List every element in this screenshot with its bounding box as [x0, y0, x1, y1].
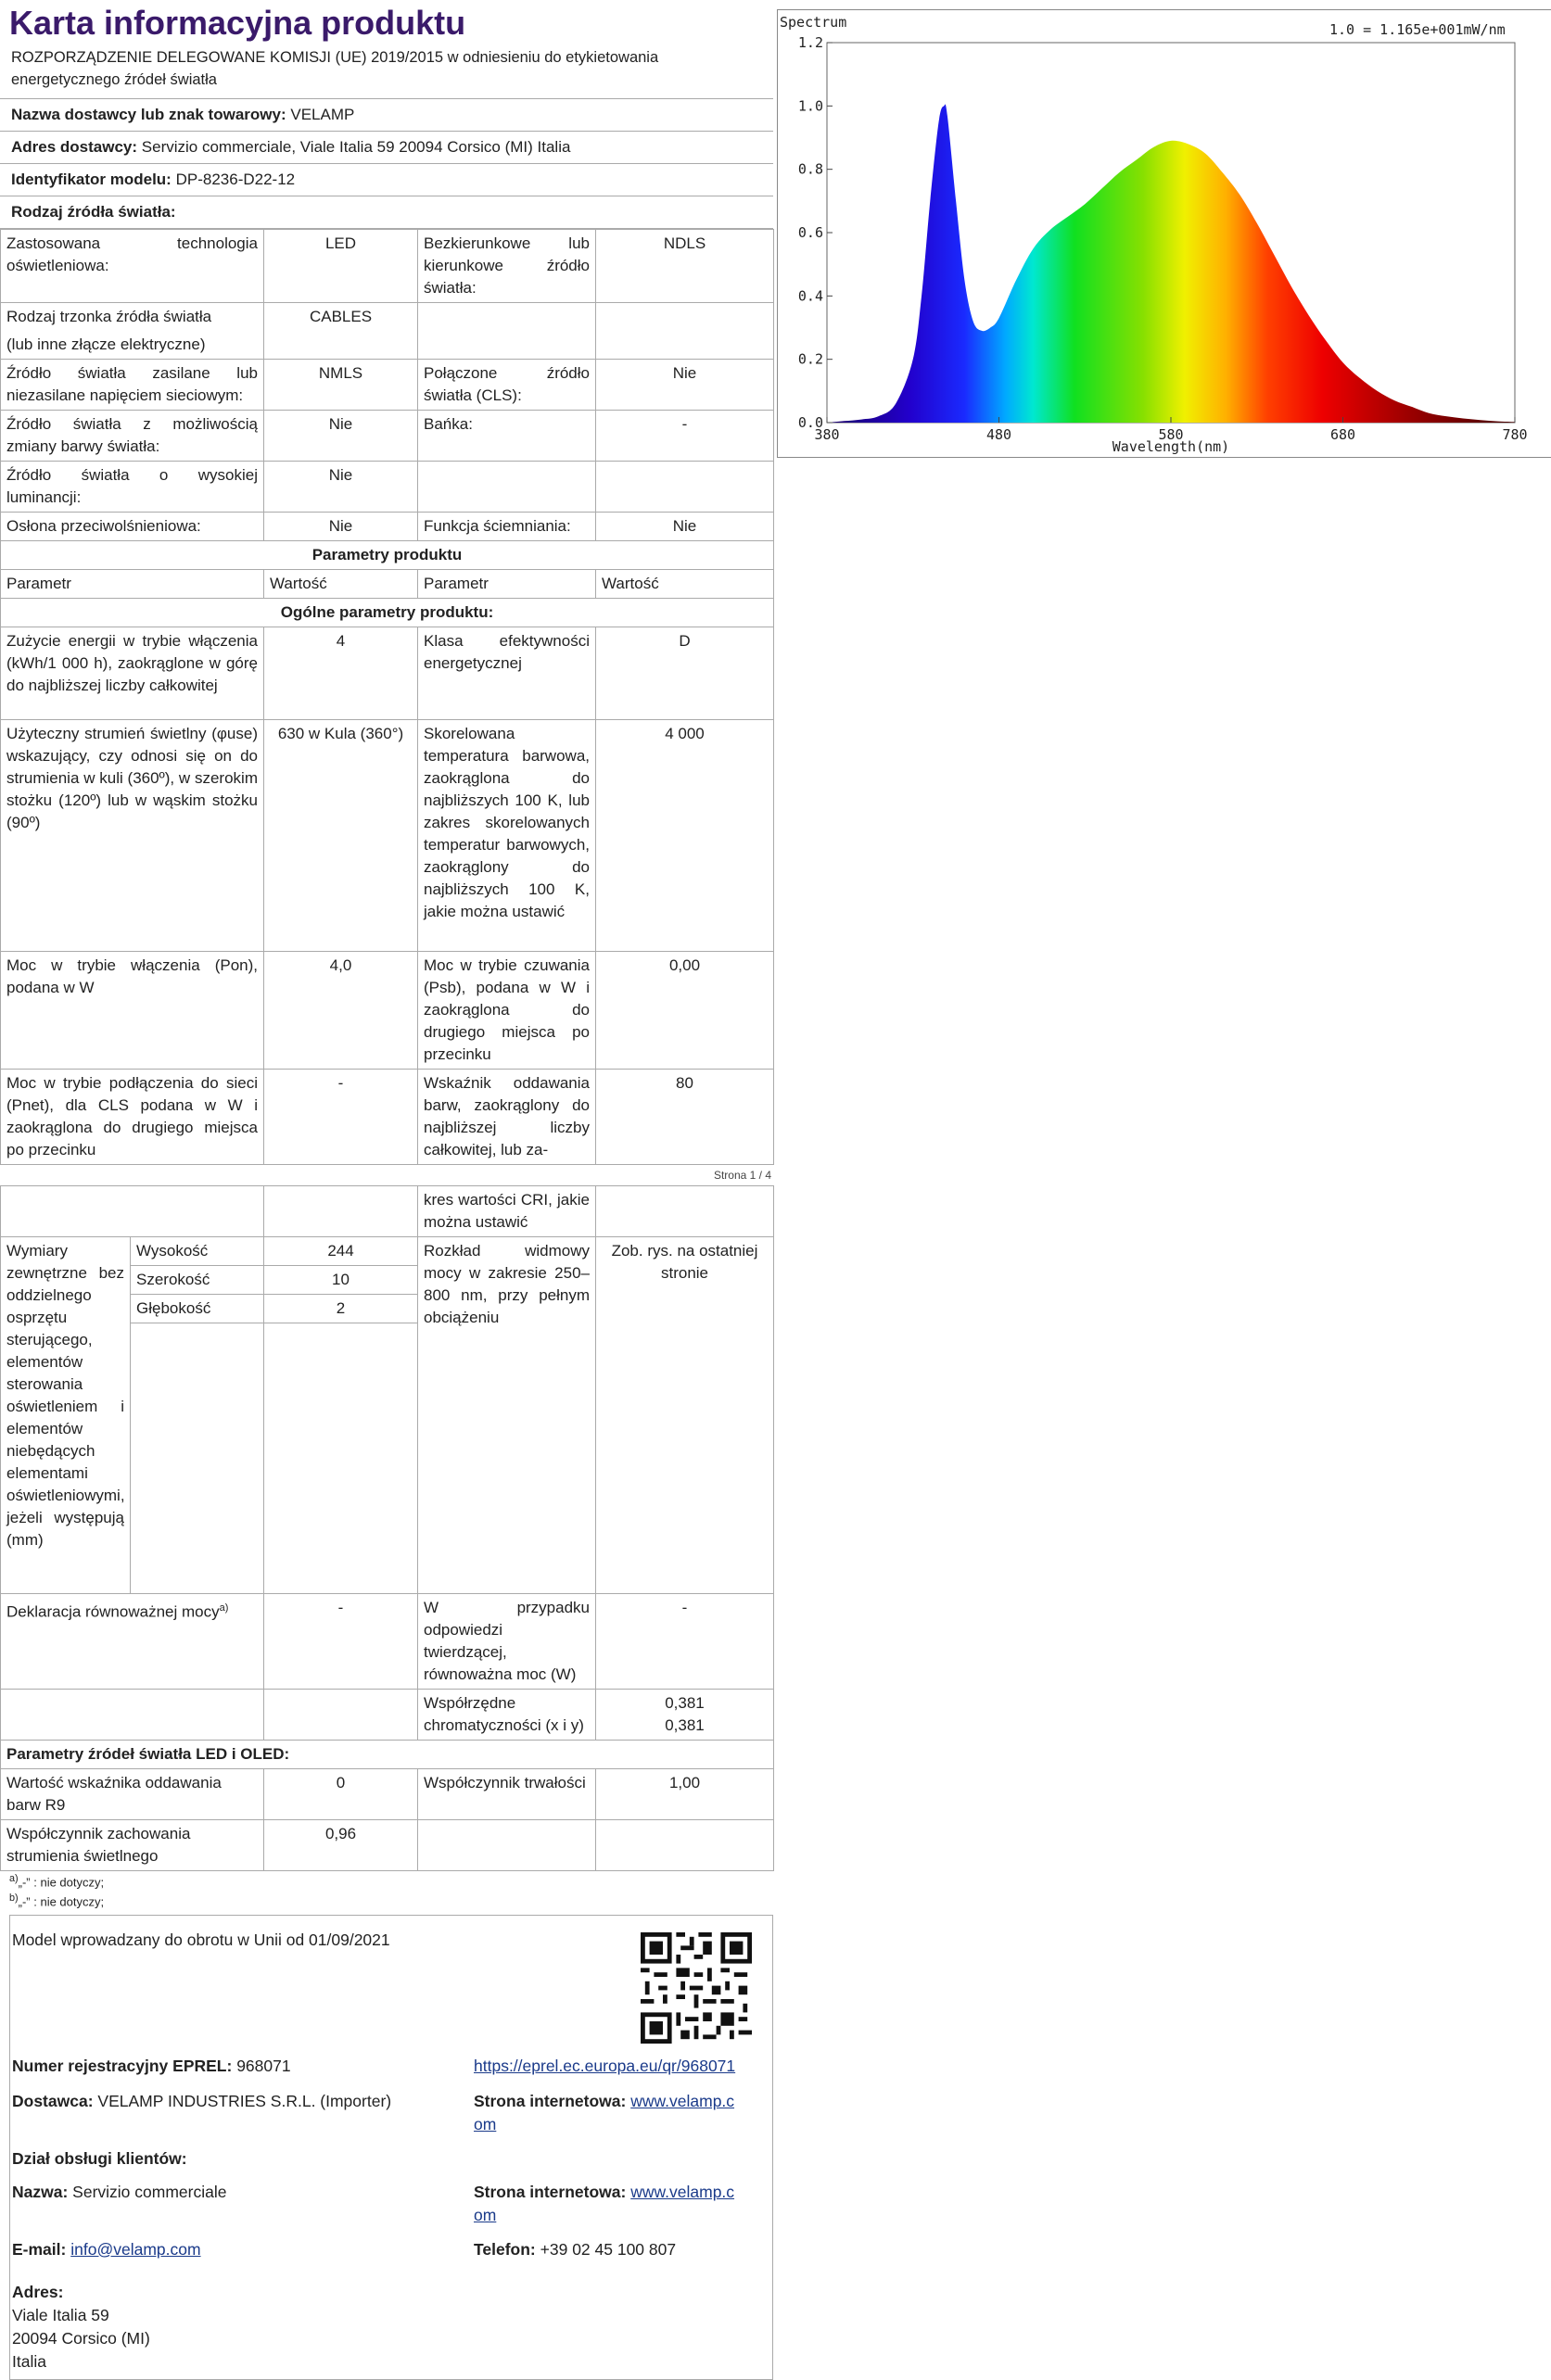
- y-tick-label: 0.6: [797, 224, 823, 241]
- footnote-b: $^{b)}$„-” : nie dotyczy;: [9, 1893, 105, 1909]
- table-row: Moc w trybie podłączenia do sieci (Pnet), dla CLS podana w W i zaokrąglona do drugiego miejsca po przecinku - Wskaźnik oddawania barw, zaokrąglony do najbliższej liczby całkowitej, lub za- 80: [1, 1070, 774, 1165]
- chart-title: Spectrum: [780, 14, 847, 31]
- y-tick-label: 0.8: [797, 160, 823, 178]
- y-tick-label: 0.2: [797, 350, 823, 368]
- dimensions-table: [0, 1185, 774, 1871]
- footnote-a: $^{a)}$„-” : nie dotyczy;: [9, 1873, 105, 1890]
- x-axis-label: Wavelength(nm): [1112, 438, 1230, 455]
- table-row: Źródło światła zasilane lub niezasilane napięciem sieciowym: NMLS Połączone źródło światła (CLS): Nie: [1, 360, 774, 411]
- website-row-2: Strona internetowa: www.velamp.c om: [474, 2182, 735, 2224]
- website-link[interactable]: www.velamp.c: [630, 2182, 735, 2201]
- page-number: Strona 1 / 4: [713, 1169, 771, 1182]
- params-header-row: Parametr Wartość Parametr Wartość: [1, 570, 774, 599]
- table-row: kres wartości CRI, jakie można ustawić: [1, 1186, 774, 1237]
- table-row: Wartość wskaźnika oddawania barw R9 0 Współczynnik trwałości 1,00: [1, 1769, 774, 1820]
- table-row: Osłona przeciwolśnieniowa: Nie Funkcja ściemniania: Nie: [1, 513, 774, 541]
- x-tick-label: 380: [814, 426, 840, 443]
- website-link[interactable]: om: [474, 2114, 497, 2133]
- regulation-text: ROZPORZĄDZENIE DELEGOWANE KOMISJI (UE) 2019/2015 w odniesieniu do etykietowania energetycznego źródeł światła: [0, 44, 773, 99]
- service-heading: Dział obsługi klientów:: [12, 2148, 187, 2168]
- x-tick-label: 580: [1158, 426, 1184, 443]
- source-type-heading: Rodzaj źródła światła:: [0, 196, 773, 229]
- general-params-row: Ogólne parametry produktu:: [1, 599, 774, 627]
- table-row: Rodzaj trzonka źródła światła (lub inne złącze elektryczne) CABLES: [1, 303, 774, 360]
- page-title: Karta informacyjna produktu: [9, 4, 466, 42]
- supplier-name-row: Nazwa dostawcy lub znak towarowy: VELAMP: [0, 99, 773, 132]
- table-row: Użyteczny strumień świetlny (φuse) wskazujący, czy odnosi się on do strumienia w kuli (360º), w szerokim stożku (120º) lub w wąskim stożku (90º) 630 w Kula (360°) Skorelowana temperatura barwowa, zaokrąglona do najbliższych 100 K, lub zakres skorelowanych temperatur barwowych, zaokrąglony do najbliższych 100 K, jakie można ustawić 4 000: [1, 720, 774, 952]
- supplier-row: Dostawca: VELAMP INDUSTRIES S.R.L. (Importer): [12, 2091, 392, 2110]
- table-row: Źródło światła z możliwością zmiany barwy światła: Nie Bańka: -: [1, 411, 774, 462]
- y-tick-label: 0.0: [797, 414, 823, 431]
- spectrum-chart: [777, 9, 1551, 458]
- product-sheet: [0, 0, 773, 2380]
- x-tick-label: 780: [1502, 426, 1528, 443]
- chart-annotation: 1.0 = 1.165e+001mW/nm: [1329, 21, 1506, 38]
- spectrum-svg: [778, 10, 1551, 457]
- table-row: Deklaracja równoważnej mocy$^{a)}$ - W przypadku odpowiedzi twierdzącej, równoważna moc (W) -: [1, 1594, 774, 1690]
- email-row: E-mail: info@velamp.com: [12, 2239, 201, 2259]
- x-tick-label: 480: [985, 426, 1012, 443]
- info-box: [9, 1915, 773, 2380]
- website-link[interactable]: www.velamp.c: [630, 2091, 735, 2110]
- qr-code-icon: [641, 1932, 752, 2044]
- website-row-1: Strona internetowa: www.velamp.c om: [474, 2091, 735, 2133]
- table-row: Szerokość 10: [1, 1266, 774, 1295]
- website-link[interactable]: om: [474, 2205, 497, 2224]
- email-link[interactable]: info@velamp.com: [70, 2239, 201, 2259]
- y-tick-label: 1.0: [797, 97, 823, 115]
- table-row: Współczynnik zachowania strumienia świetlnego 0,96: [1, 1820, 774, 1871]
- table-row: Głębokość 2: [1, 1295, 774, 1323]
- eprel-row: Numer rejestracyjny EPREL: 968071: [12, 2056, 291, 2075]
- y-tick-label: 1.2: [797, 34, 823, 51]
- y-tick-label: 0.4: [797, 287, 823, 305]
- table-row: Wymiary zewnętrzne bez oddzielnego osprzętu sterującego, elementów sterowania oświetleniem i elementów niebędących elementami oświetleniowymi, jeżeli występują (mm) Wysokość 244 Rozkład widmowy mocy w zakresie 250–800 nm, przy pełnym obciążeniu Zob. rys. na ostatniej stronie: [1, 1237, 774, 1266]
- x-tick-label: 680: [1329, 426, 1356, 443]
- table-row: Moc w trybie włączenia (Pon), podana w W 4,0 Moc w trybie czuwania (Psb), podana w W i zaokrąglona do drugiego miejsca po przecinku 0,00: [1, 952, 774, 1070]
- source-type-table: [0, 229, 774, 1165]
- eprel-link[interactable]: https://eprel.ec.europa.eu/qr/968071: [474, 2056, 736, 2075]
- table-row: Zużycie energii w trybie włączenia (kWh/1 000 h), zaokrąglone w górę do najbliższej liczby całkowitej 4 Klasa efektywności energetycznej D: [1, 627, 774, 720]
- address-block: Adres: Viale Italia 59 20094 Corsico (MI) Italia: [12, 2282, 150, 2371]
- service-name-row: Nazwa: Servizio commerciale: [12, 2182, 227, 2201]
- table-row: Źródło światła o wysokiej luminancji: Nie: [1, 462, 774, 513]
- market-date: Model wprowadzany do obrotu w Unii od 01/09/2021: [12, 1930, 390, 1949]
- model-id-row: Identyfikator modelu: DP-8236-D22-12: [0, 164, 773, 196]
- supplier-address-row: Adres dostawcy: Servizio commerciale, Viale Italia 59 20094 Corsico (MI) Italia: [0, 132, 773, 164]
- led-title-row: Parametry źródeł światła LED i OLED:: [1, 1741, 774, 1769]
- spectrum-area: [827, 105, 1515, 423]
- phone-row: Telefon: +39 02 45 100 807: [474, 2239, 677, 2259]
- table-row: Zastosowana technologia oświetleniowa: LED Bezkierunkowe lub kierunkowe źródło światła: NDLS: [1, 230, 774, 303]
- table-row: Współrzędne chromatyczności (x i y) 0,381 0,381: [1, 1690, 774, 1741]
- params-title-row: Parametry produktu: [1, 541, 774, 570]
